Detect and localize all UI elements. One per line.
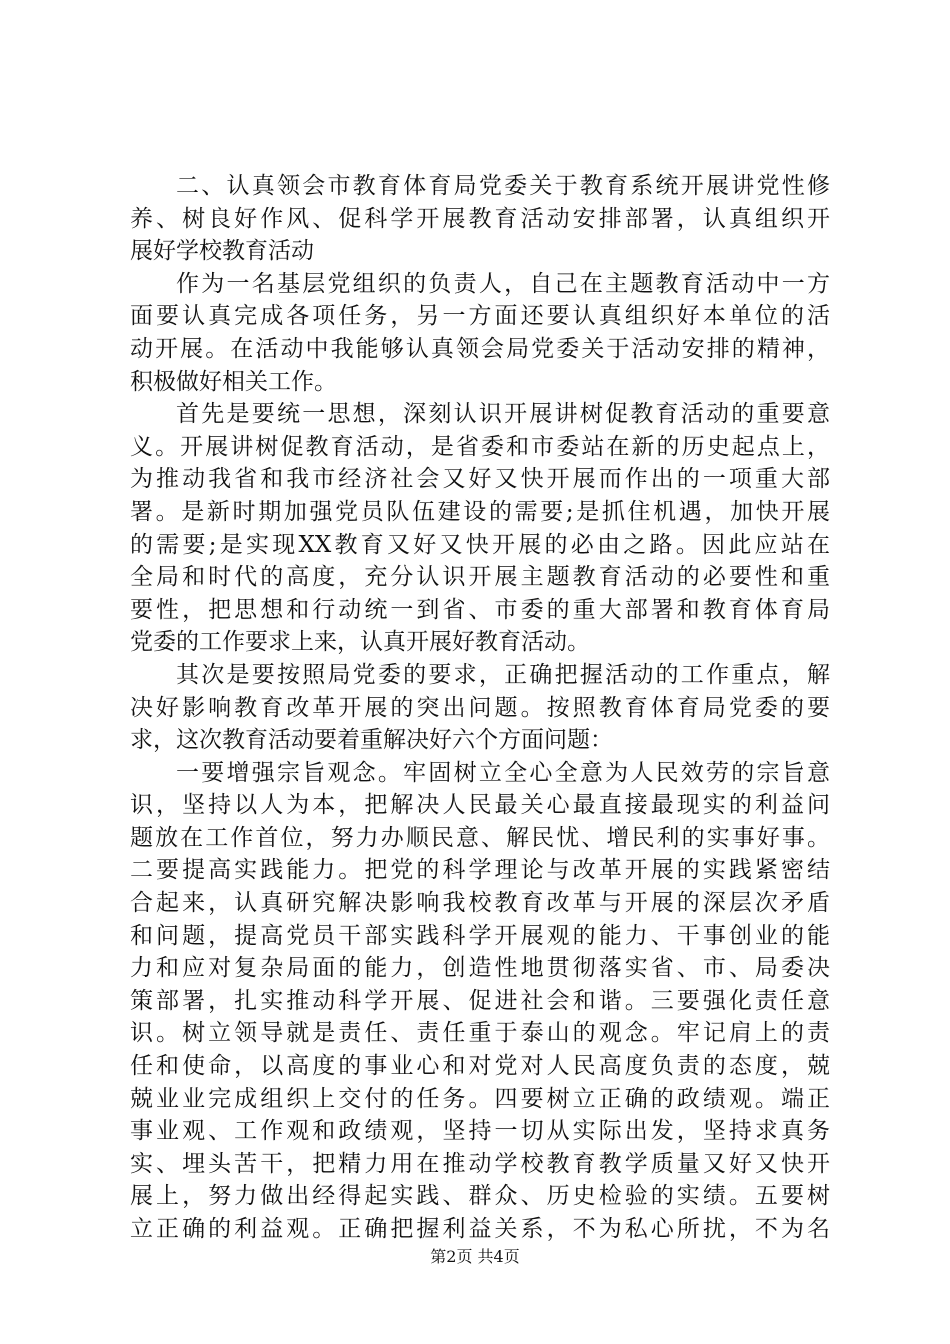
text-line: 要性，把思想和行动统一到省、市委的重大部署和教育体育局 xyxy=(130,596,830,623)
text-line: 求，这次教育活动要着重解决好六个方面问题： xyxy=(130,727,613,754)
text-line: 合起来，认真研究解决影响我校教育改革与开展的深层次矛盾 xyxy=(130,890,830,917)
text-line: 署。是新时期加强党员队伍建设的需要;是抓住机遇，加快开展 xyxy=(130,498,830,525)
text-line: 党委的工作要求上来，认真开展好教育活动。 xyxy=(130,629,590,656)
paragraph xyxy=(130,659,830,757)
text-line: 积极做好相关工作。 xyxy=(130,368,337,395)
text-line: 决好影响教育改革开展的突出问题。按照教育体育局党委的要 xyxy=(130,694,830,721)
text-line: 二要提高实践能力。把党的科学理论与改革开展的实践紧密结 xyxy=(130,857,830,884)
page-footer: 第2页 共4页 xyxy=(430,1247,520,1266)
text-line: 策部署，扎实推动科学开展、促进社会和谐。三要强化责任意 xyxy=(130,987,830,1014)
text-line: 为推动我省和我市经济社会又好又快开展而作出的一项重大部 xyxy=(130,466,830,493)
paragraph xyxy=(130,757,830,1246)
text-line: 识。树立领导就是责任、责任重于泰山的观念。牢记肩上的责 xyxy=(130,1020,830,1047)
text-line: 义。开展讲树促教育活动，是省委和市委站在新的历史起点上， xyxy=(130,433,830,460)
text-line: 题放在工作首位，努力办顺民意、解民忧、增民利的实事好事。 xyxy=(130,824,830,851)
text-line: 力和应对复杂局面的能力，创造性地贯彻落实省、市、局委决 xyxy=(130,955,830,982)
text-line: 展上，努力做出经得起实践、群众、历史检验的实绩。五要树 xyxy=(130,1183,830,1210)
text-line: 任和使命，以高度的事业心和对党对人民高度负责的态度，兢 xyxy=(130,1053,830,1080)
document-body xyxy=(130,170,830,1246)
text-line: 动开展。在活动中我能够认真领会局党委关于活动安排的精神， xyxy=(130,335,830,362)
text-line: 一要增强宗旨观念。牢固树立全心全意为人民效劳的宗旨意 xyxy=(176,759,830,786)
text-line: 和问题，提高党员干部实践科学开展观的能力、干事创业的能 xyxy=(130,922,830,949)
text-line: 识，坚持以人为本，把解决人民最关心最直接最现实的利益问 xyxy=(130,792,830,819)
text-line: 全局和时代的高度，充分认识开展主题教育活动的必要性和重 xyxy=(130,564,830,591)
paragraph xyxy=(130,170,830,268)
paragraph xyxy=(130,398,830,659)
text-line: 实、埋头苦干，把精力用在推动学校教育教学质量又好又快开 xyxy=(130,1150,830,1177)
text-line: 二、认真领会市教育体育局党委关于教育系统开展讲党性修 xyxy=(176,173,830,199)
text-line: 养、树良好作风、促科学开展教育活动安排部署，认真组织开 xyxy=(130,205,830,232)
text-line: 展好学校教育活动 xyxy=(130,238,314,265)
text-line: 的需要;是实现XX教育又好又快开展的必由之路。因此应站在 xyxy=(130,531,830,558)
text-line: 面要认真完成各项任务，另一方面还要认真组织好本单位的活 xyxy=(130,303,830,330)
text-line: 其次是要按照局党委的要求，正确把握活动的工作重点，解 xyxy=(176,661,830,688)
text-line: 事业观、工作观和政绩观，坚持一切从实际出发，坚持求真务 xyxy=(130,1118,830,1145)
text-line: 立正确的利益观。正确把握利益关系，不为私心所扰，不为名 xyxy=(130,1216,830,1242)
text-line: 兢业业完成组织上交付的任务。四要树立正确的政绩观。端正 xyxy=(130,1085,830,1112)
text-line: 首先是要统一思想，深刻认识开展讲树促教育活动的重要意 xyxy=(176,401,830,428)
paragraph xyxy=(130,268,830,398)
text-line: 作为一名基层党组织的负责人，自己在主题教育活动中一方 xyxy=(176,270,830,297)
